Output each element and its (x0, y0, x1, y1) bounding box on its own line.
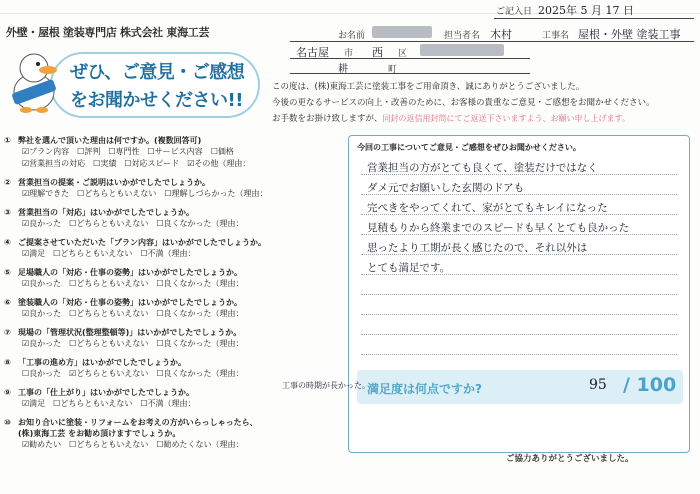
questionnaire (4, 135, 344, 480)
answer-option[interactable]: ☐どちらともいえない (77, 189, 157, 198)
answer-option[interactable]: ☐どちらともいえない (53, 249, 133, 258)
name-redacted (372, 26, 432, 38)
question-2 (4, 177, 210, 188)
answer-row (22, 338, 260, 349)
ward-value: 西 (372, 46, 383, 59)
answer-row (22, 398, 212, 409)
question-10 (4, 417, 258, 428)
answer-option[interactable]: ☐不満（理由： (140, 249, 196, 258)
q8-handwritten-note: 工事の時期が長かった。 (282, 381, 370, 390)
question-text: 塗装職人の「対応・仕事の姿勢」はいかがでしたでしょうか。 (18, 298, 242, 307)
question-number: ⑥ (4, 298, 11, 307)
answer-row (22, 218, 260, 229)
name-label: お名前 (338, 31, 366, 41)
date-underline (494, 18, 694, 19)
thanks-text: ご協力ありがとうございました。 (506, 454, 634, 464)
comment-line: 営業担当の方がとても良くて、塗装だけではなく (367, 162, 598, 174)
satisfaction-label: 満足度は何点ですか? (367, 382, 482, 396)
comment-box (348, 135, 690, 453)
answer-row (22, 146, 250, 157)
intro-line-1: この度は、(株)東海工芸に塗装工事をご用命頂き、誠にありがとうございました。 (272, 82, 585, 92)
ward-unit: 区 (398, 49, 408, 59)
answer-option[interactable]: ☐良くなかった（理由： (156, 339, 244, 348)
town-prefix: 耕 (338, 64, 348, 75)
date-label: ご記入日 (496, 7, 533, 17)
address-redacted (420, 44, 504, 56)
question-number: ⑩ (4, 418, 11, 427)
question-text: 弊社を選んで頂いた理由は何ですか。(複数回答可) (18, 136, 202, 145)
intro-line-2: 今後の更なるサービスの向上・改善のために、お客様の貴重なご意見・ご感想をお聞かせください。 (272, 98, 655, 108)
cta-line-1: ぜひ、ご意見・ご感想 (70, 62, 245, 83)
answer-option[interactable]: ☐どちらともいえない (53, 399, 133, 408)
question-4 (4, 237, 266, 248)
comment-line: 完ぺきをやってくれて、家がとてもキレイになった (367, 202, 608, 214)
answer-option[interactable]: ☑その他（理由： (187, 159, 251, 168)
answer-option[interactable]: ☑良かった (22, 219, 62, 228)
answer-row (22, 188, 284, 199)
answer-option[interactable]: ☐どちらともいえない (69, 339, 149, 348)
question-text: 営業担当の「対応」はいかがでしたでしょうか。 (18, 208, 194, 217)
question-number: ⑦ (4, 328, 11, 337)
answer-option[interactable]: ☑理解できた (22, 189, 70, 198)
answer-option[interactable]: ☐良くなかった（理由： (156, 309, 244, 318)
answer-option[interactable]: ☐良くなかった（理由： (156, 279, 244, 288)
address-underline (290, 58, 530, 59)
satisfaction-total: / 100 (623, 374, 677, 396)
cta-line-2: をお聞かせください!! (70, 90, 243, 111)
question-number: ③ (4, 208, 11, 217)
question-number: ④ (4, 238, 11, 247)
work-value: 屋根・外壁 塗装工事 (578, 28, 681, 41)
answer-option[interactable]: ☐良くなかった（理由： (156, 219, 244, 228)
comment-rule (361, 294, 677, 295)
comment-rule (361, 354, 677, 355)
answer-row (22, 158, 266, 169)
question-text: ご提案させていただいた「プラン内容」はいかがでしたでしょうか。 (18, 238, 266, 247)
answer-option[interactable]: ☐サービス内容 (147, 147, 203, 156)
question-text-2: (株)東海工芸 をお勧め頂けますでしょうか。 (18, 429, 181, 438)
question-text: お知り合いに塗装・リフォームをお考えの方がいらっしゃったら、 (18, 418, 258, 427)
answer-option[interactable]: ☐どちらともいえない (69, 279, 149, 288)
satisfaction-box (357, 370, 683, 404)
answer-row (22, 308, 260, 319)
answer-option[interactable]: ☑営業担当の対応 (22, 159, 86, 168)
question-text: 「工事の進め方」はいかがでしたでしょうか。 (18, 358, 186, 367)
question-7 (4, 327, 241, 338)
comment-line: ダメ元でお願いした玄関のドアも (367, 182, 525, 194)
question-6 (4, 297, 242, 308)
answer-row (22, 248, 212, 259)
answer-option[interactable]: ☐専門性 (108, 147, 140, 156)
question-9 (4, 387, 194, 398)
comment-line: 思ったより工期が長く感じたので、それ以外は (367, 242, 588, 254)
answer-option[interactable]: ☐どちらともいえない (69, 219, 149, 228)
comment-line: とても満足です。 (367, 262, 451, 274)
name-underline (290, 41, 694, 42)
intro-line-3 (272, 112, 630, 124)
city-unit: 市 (344, 49, 354, 59)
question-number: ① (4, 136, 11, 145)
answer-option[interactable]: ☐良かった (22, 369, 62, 378)
answer-option[interactable]: ☐対応スピード (124, 159, 180, 168)
question-8 (4, 357, 186, 368)
question-text: 足場職人の「対応・仕事の姿勢」はいかがでしたでしょうか。 (18, 268, 242, 277)
answer-option[interactable]: ☐どちらともいえない (69, 309, 149, 318)
comment-rule (361, 334, 677, 335)
answer-option[interactable]: ☑どちらともいえない (69, 369, 149, 378)
answer-row (22, 439, 260, 450)
answer-option[interactable]: ☑良かった (22, 309, 62, 318)
question-3 (4, 207, 194, 218)
intro-line-3-text: お手数をお掛け致しますが、 (272, 114, 383, 124)
intro-line-3-red: 同封の返信用封筒にてご返送下さいますよう、お願い申し上げます。 (382, 114, 630, 123)
answer-option[interactable]: ☐どちらともいえない (69, 440, 149, 449)
answer-option[interactable]: ☑満足 (22, 249, 46, 258)
comment-line: 見積もりから終業までのスピードも早くとても良かった (367, 222, 630, 234)
city-value: 名古屋 (296, 46, 329, 59)
answer-row (22, 368, 260, 379)
comment-title: 今回の工事についてご意見・ご感想をぜひお聞かせください。 (357, 143, 581, 152)
rep-label: 担当者名 (444, 31, 481, 41)
question-number: ⑧ (4, 358, 11, 367)
date-value: 2025年 5 月 17 日 (538, 4, 634, 17)
question-text: 現場の「管理状況(整理整頓等)」はいかがでしたでしょうか。 (18, 328, 242, 337)
answer-option[interactable]: ☐勧めたくない（理由： (156, 440, 244, 449)
question-text: 工事の「仕上がり」はいかがでしたでしょうか。 (18, 388, 194, 397)
answer-option[interactable]: ☐理解しづらかった（理由： (164, 189, 268, 198)
town-underline (290, 73, 530, 74)
answer-option[interactable]: ☑良かった (22, 339, 62, 348)
town-unit: 町 (388, 65, 398, 75)
satisfaction-score[interactable]: 95 (589, 377, 607, 393)
question-number: ⑤ (4, 268, 11, 277)
question-number: ② (4, 178, 11, 187)
question-text: 営業担当の提案・ご説明はいかがでしたでしょうか。 (18, 178, 210, 187)
question-5 (4, 267, 242, 278)
answer-option[interactable]: ☐良くなかった（理由： (156, 369, 244, 378)
question-number: ⑨ (4, 388, 11, 397)
answer-option[interactable]: ☑勧めたい (22, 440, 62, 449)
comment-rule (361, 314, 677, 315)
duck-mascot-icon (4, 48, 68, 114)
answer-option[interactable]: ☑良かった (22, 279, 62, 288)
question-1 (4, 135, 201, 146)
answer-option[interactable]: ☐価格 (210, 147, 234, 156)
rep-value: 木村 (490, 28, 512, 41)
answer-option[interactable]: ☐不満（理由： (140, 399, 196, 408)
company-name: 外壁・屋根 塗装専門店 株式会社 東海工芸 (6, 26, 210, 39)
answer-option[interactable]: ☐実績 (93, 159, 117, 168)
answer-option[interactable]: ☑プラン内容 (22, 147, 70, 156)
answer-option[interactable]: ☑満足 (22, 399, 46, 408)
work-label: 工事名 (542, 31, 570, 41)
answer-row (22, 278, 260, 289)
answer-option[interactable]: ☐評判 (77, 147, 101, 156)
